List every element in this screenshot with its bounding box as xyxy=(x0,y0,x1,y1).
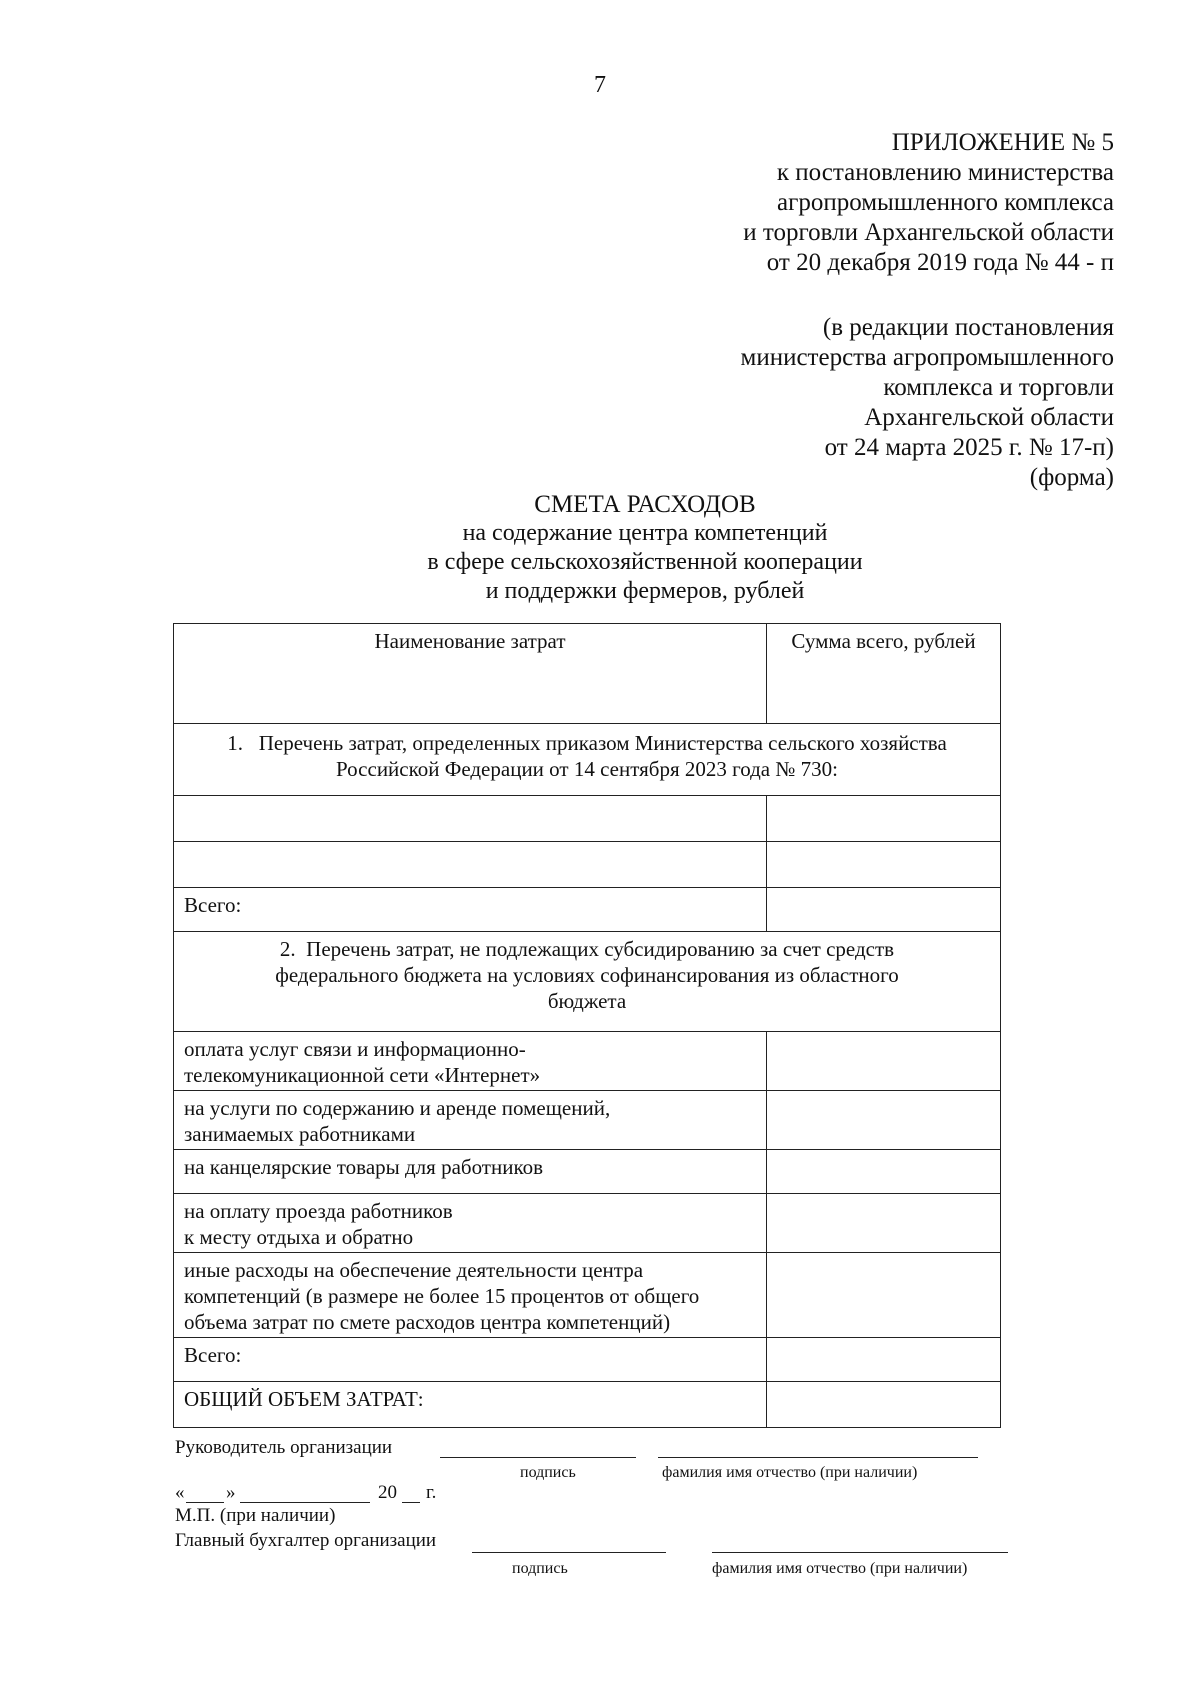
cost-item xyxy=(174,1194,767,1253)
table-row xyxy=(174,1150,1001,1194)
cost-name-cell[interactable] xyxy=(174,796,767,842)
section-1-total-label: Всего: xyxy=(174,888,767,932)
grand-total-sum[interactable] xyxy=(767,1382,1001,1428)
accountant-fio-caption: фамилия имя отчество (при наличии) xyxy=(712,1560,968,1577)
sum-cell[interactable] xyxy=(767,1032,1001,1091)
section-2-total-label: Всего: xyxy=(174,1338,767,1382)
date-year-line[interactable] xyxy=(402,1502,420,1503)
sum-cell[interactable] xyxy=(767,1150,1001,1194)
section-2-total-sum[interactable] xyxy=(767,1338,1001,1382)
document-subtitle-line: и поддержки фермеров, рублей xyxy=(485,578,805,604)
page-number: 7 xyxy=(594,72,606,98)
cost-item xyxy=(174,1032,767,1091)
section-2-total-row xyxy=(174,1338,1001,1382)
head-fio-caption: фамилия имя отчество (при наличии) xyxy=(662,1464,918,1481)
edition-line: комплекса и торговли xyxy=(883,374,1114,401)
document-subtitle-line: в сфере сельскохозяйственной кооперации xyxy=(427,549,863,575)
cost-item xyxy=(174,1253,767,1338)
section-2-text: бюджета xyxy=(547,989,627,1013)
section-1-total-row xyxy=(174,888,1001,932)
table-row xyxy=(174,1032,1001,1091)
section-2-row xyxy=(174,932,1001,1032)
table-row xyxy=(174,1091,1001,1150)
head-fio-line[interactable] xyxy=(658,1457,978,1458)
cost-item-line: занимаемых работниками xyxy=(184,1122,416,1146)
appendix-line: и торговли Архангельской области xyxy=(743,219,1114,246)
edition-line: (в редакции постановления xyxy=(822,314,1114,341)
table-row xyxy=(174,1253,1001,1338)
cost-name-cell[interactable] xyxy=(174,842,767,888)
edition-block xyxy=(741,313,1115,493)
document-subtitle-line: на содержание центра компетенций xyxy=(462,520,828,546)
date-close-quote: » xyxy=(226,1482,236,1503)
date-year-prefix: 20 xyxy=(378,1482,397,1503)
cost-item xyxy=(174,1150,767,1194)
appendix-line: к постановлению министерства xyxy=(776,159,1114,186)
accountant-signature-caption: подпись xyxy=(512,1560,568,1577)
section-1-row xyxy=(174,724,1001,796)
section-1-heading xyxy=(174,724,1001,796)
date-day-line[interactable] xyxy=(186,1502,224,1503)
head-signature-caption: подпись xyxy=(520,1464,576,1481)
cost-item-line: на канцелярские товары для работников xyxy=(184,1155,544,1179)
section-2-heading xyxy=(174,932,1001,1032)
section-2-text: Перечень затрат, не подлежащих субсидированию за счет средств xyxy=(306,937,895,961)
appendix-line: от 20 декабря 2019 года № 44 - п xyxy=(766,249,1114,276)
sum-cell[interactable] xyxy=(767,842,1001,888)
appendix-block xyxy=(743,128,1114,278)
section-2-text: федерального бюджета на условиях софинансирования из областного xyxy=(275,963,899,987)
cost-item-line: на оплату проезда работников xyxy=(184,1199,453,1223)
table-row xyxy=(174,842,1001,888)
edition-line: Архангельской области xyxy=(864,404,1114,431)
accountant-signature-line[interactable] xyxy=(472,1552,666,1553)
header-cost-name: Наименование затрат xyxy=(174,624,767,724)
cost-item-line: объема затрат по смете расходов центра компетенций) xyxy=(184,1310,671,1334)
appendix-line: агропромышленного комплекса xyxy=(776,189,1114,216)
grand-total-row xyxy=(174,1382,1001,1428)
header-total-sum: Сумма всего, рублей xyxy=(767,624,1001,724)
appendix-title: ПРИЛОЖЕНИЕ № 5 xyxy=(891,129,1114,156)
accountant-label: Главный бухгалтер организации xyxy=(175,1530,437,1551)
table-header-row xyxy=(174,624,1001,724)
accountant-fio-line[interactable] xyxy=(712,1552,1008,1553)
edition-line: министерства агропромышленного xyxy=(740,344,1114,371)
grand-total-label: ОБЩИЙ ОБЪЕМ ЗАТРАТ: xyxy=(174,1382,767,1428)
section-1-total-sum[interactable] xyxy=(767,888,1001,932)
cost-estimate-table xyxy=(173,623,1001,1428)
date-year-suffix: г. xyxy=(426,1482,437,1503)
date-open-quote: « xyxy=(175,1482,185,1503)
cost-item-line: иные расходы на обеспечение деятельности центра xyxy=(184,1258,644,1282)
cost-item-line: на услуги по содержанию и аренде помещений, xyxy=(184,1096,611,1120)
sum-cell[interactable] xyxy=(767,796,1001,842)
cost-item xyxy=(174,1091,767,1150)
cost-item-line: телекомуникационной сети «Интернет» xyxy=(184,1063,541,1087)
sum-cell[interactable] xyxy=(767,1194,1001,1253)
table-row xyxy=(174,1194,1001,1253)
section-1-number: 1. xyxy=(227,731,243,755)
document-title: СМЕТА РАСХОДОВ xyxy=(534,491,756,518)
sum-cell[interactable] xyxy=(767,1091,1001,1150)
stamp-label: М.П. (при наличии) xyxy=(175,1505,336,1526)
section-1-text: Перечень затрат, определенных приказом Министерства сельского хозяйства Российской Федерации от 14 сентября 2023 года № 730: xyxy=(258,731,947,781)
date-month-line[interactable] xyxy=(240,1502,370,1503)
section-2-number: 2. xyxy=(279,937,296,961)
sum-cell[interactable] xyxy=(767,1253,1001,1338)
form-label: (форма) xyxy=(1029,464,1114,491)
cost-item-line: оплата услуг связи и информационно- xyxy=(184,1037,526,1061)
document-title-block xyxy=(0,490,1200,606)
table-row xyxy=(174,796,1001,842)
cost-item-line: к месту отдыха и обратно xyxy=(184,1225,414,1249)
edition-line: от 24 марта 2025 г. № 17-п) xyxy=(824,434,1114,461)
cost-item-line: компетенций (в размере не более 15 процентов от общего xyxy=(184,1284,700,1308)
head-signature-line[interactable] xyxy=(440,1457,636,1458)
head-label: Руководитель организации xyxy=(175,1437,393,1458)
